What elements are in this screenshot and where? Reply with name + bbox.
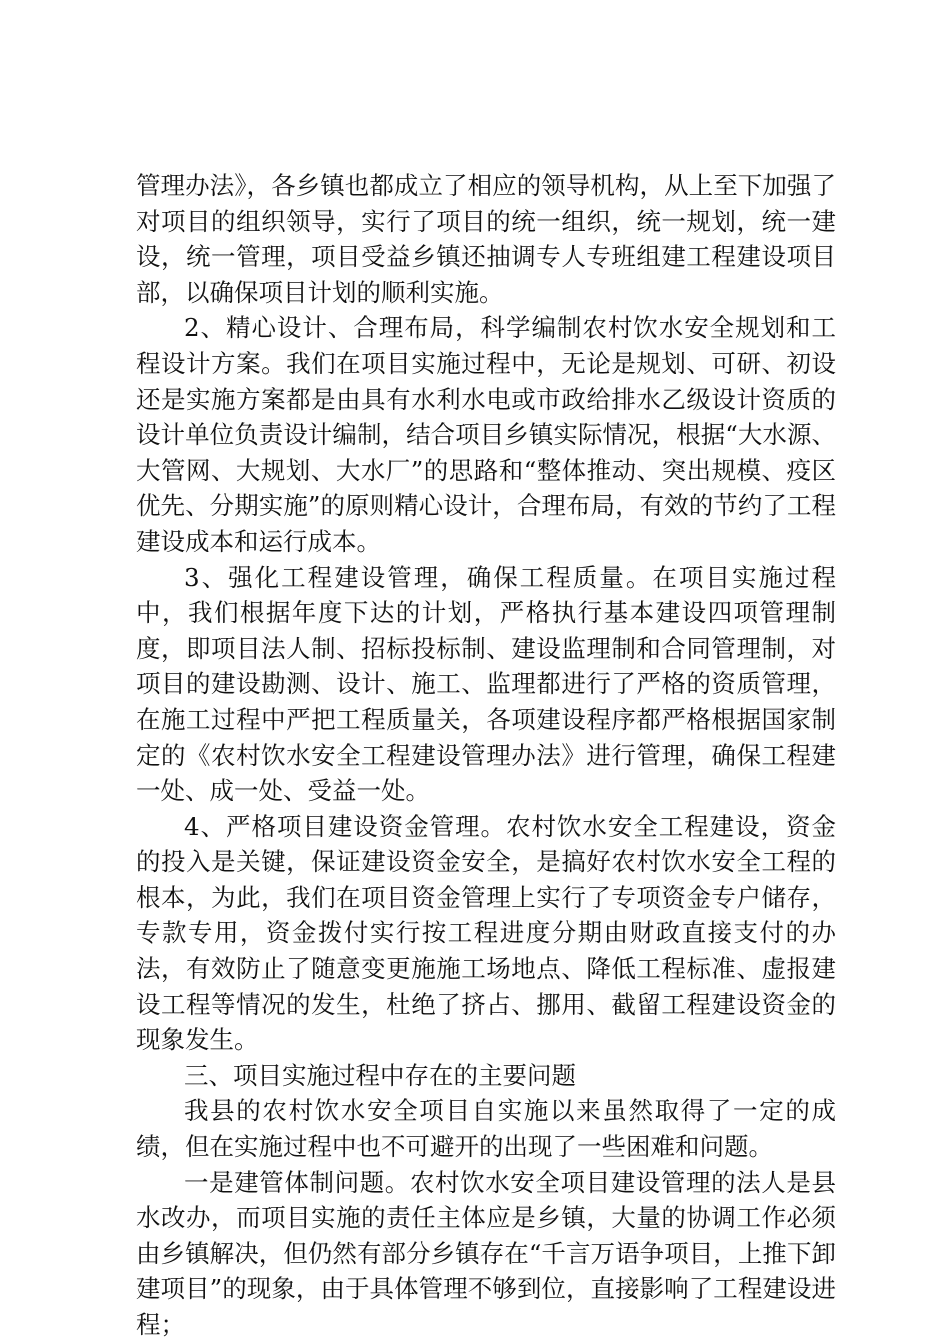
paragraph-fund-management: 4、严格项目建设资金管理。农村饮水安全工程建设，资金的投入是关键，保证建设资金安全，是搞好农村饮水安全工程的根本，为此，我们在项目资金管理上实行了专项资金专户储存，专款专用，资金拨付实行按工程进度分期由财政直接支付的办法，有效防止了随意变更施施工场地点、降低工程标准、虚报建设工程等情况的发生，杜绝了挤占、挪用、截留工程建设资金的现象发生。 — [136, 811, 836, 1055]
paragraph-problems-intro: 我县的农村饮水安全项目自实施以来虽然取得了一定的成绩，但在实施过程中也不可避开的出现了一些困难和问题。 — [136, 1096, 836, 1162]
paragraph-design-planning: 2、精心设计、合理布局，科学编制农村饮水安全规划和工程设计方案。我们在项目实施过程中，无论是规划、可研、初设还是实施方案都是由具有水利水电或市政给排水乙级设计资质的设计单位负责设计编制，结合项目乡镇实际情况，根据“大水源、大管网、大规划、大水厂”的思路和“整体推动、突出规模、疫区优先、分期实施”的原则精心设计，合理布局，有效的节约了工程建设成本和运行成本。 — [136, 313, 836, 556]
paragraph-continuation: 管理办法》，各乡镇也都成立了相应的领导机构，从上至下加强了对项目的组织领导，实行了项目的统一组织，统一规划，统一建设，统一管理，项目受益乡镇还抽调专人专班组建工程建设项目部，以确保项目计划的顺利实施。 — [136, 171, 836, 307]
paragraph-management-system-problem: 一是建管体制问题。农村饮水安全项目建设管理的法人是县水改办，而项目实施的责任主体应是乡镇，大量的协调工作必须由乡镇解决，但仍然有部分乡镇存在“千言万语争项目，上推下卸建项目”的现象，由于具体管理不够到位，直接影响了工程建设进程； — [136, 1167, 836, 1339]
section-heading-main-problems: 三、项目实施过程中存在的主要问题 — [184, 1060, 576, 1090]
document-body — [136, 168, 836, 1343]
paragraph-construction-management: 3、强化工程建设管理，确保工程质量。在项目实施过程中，我们根据年度下达的计划，严格执行基本建设四项管理制度，即项目法人制、招标投标制、建设监理制和合同管理制，对项目的建设勘测、设计、施工、监理都进行了严格的资质管理，在施工过程中严把工程质量关，各项建设程序都严格根据国家制定的《农村饮水安全工程建设管理办法》进行管理，确保工程建一处、成一处、受益一处。 — [136, 562, 836, 806]
